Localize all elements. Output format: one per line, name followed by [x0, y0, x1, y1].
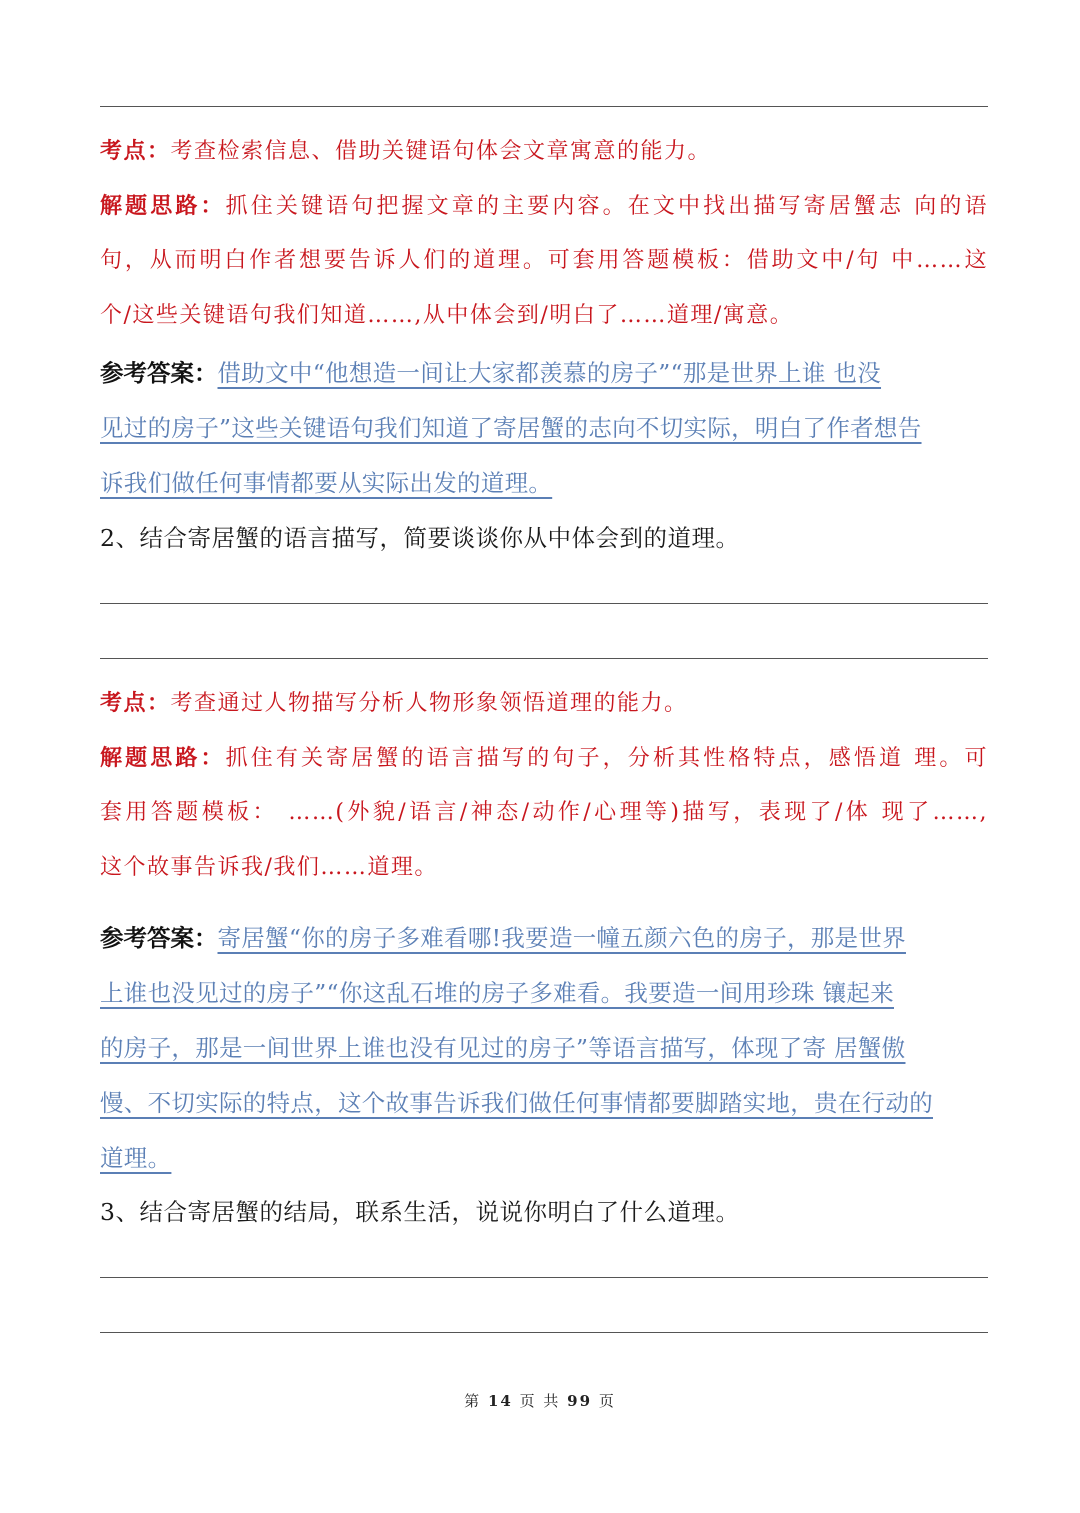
- kaodian-label: 考点：: [100, 690, 171, 716]
- page-number-suffix: 页: [598, 1392, 616, 1410]
- silu-label: 解题思路：: [100, 193, 226, 219]
- answer-text: 慢、不切实际的特点，这个故事告诉我们做任何事情都要脚踏实地，贵在行动的: [100, 1089, 933, 1117]
- kaodian-text: 考查通过人物描写分析人物形象领悟道理的能力。: [170, 691, 688, 716]
- answer-line-3: [100, 466, 988, 500]
- kaodian-line-2: [100, 686, 988, 721]
- answer-label: 参考答案：: [100, 924, 218, 952]
- answer-text: 诉我们做任何事情都要从实际出发的道理。: [100, 469, 553, 497]
- silu-line-1: [100, 189, 988, 224]
- current-page: 14: [487, 1392, 513, 1410]
- answer-line-1: [100, 921, 988, 955]
- answer-line-2: [100, 976, 988, 1010]
- question-3-text: 3、结合寄居蟹的结局，联系生活，说说你明白了什么道理。: [100, 1198, 740, 1226]
- answer-line: [100, 603, 988, 604]
- silu-line-3: [100, 851, 988, 885]
- question-2-text: 2、结合寄居蟹的语言描写，简要谈谈你从中体会到的道理。: [100, 524, 740, 552]
- answer-text: 借助文中“他想造一间让大家都羡慕的房子”“那是世界上谁 也没: [217, 359, 882, 387]
- silu-text: 句，从而明白作者想要告诉人们的道理。可套用答题模板：借助文中/句 中……这: [100, 248, 988, 273]
- kaodian-text: 考查检索信息、借助关键语句体会文章寓意的能力。: [170, 139, 712, 164]
- answer-line: [100, 106, 988, 107]
- page-number: [0, 1390, 1080, 1411]
- silu-line-3: [100, 299, 988, 333]
- answer-text: 道理。: [100, 1144, 172, 1172]
- kaodian-label: 考点：: [100, 138, 171, 164]
- total-pages: 99: [567, 1392, 593, 1410]
- kaodian-line-1: [100, 134, 988, 169]
- answer-line-5: [100, 1141, 988, 1175]
- answer-line: [100, 1332, 988, 1333]
- answer-line: [100, 658, 988, 659]
- answer-text: 的房子，那是一间世界上谁也没有见过的房子”等语言描写，体现了寄 居蟹傲: [100, 1034, 906, 1062]
- silu-text: 抓住有关寄居蟹的语言描写的句子，分析其性格特点，感悟道 理。可: [225, 746, 988, 771]
- question-2: [100, 521, 988, 555]
- answer-text: 见过的房子”这些关键语句我们知道了寄居蟹的志向不切实际，明白了作者想告: [100, 414, 922, 442]
- silu-text: 这个故事告诉我/我们……道理。: [100, 855, 438, 880]
- answer-line-3: [100, 1031, 988, 1065]
- page-number-prefix: 第: [464, 1392, 482, 1410]
- silu-label: 解题思路：: [100, 745, 226, 771]
- silu-line-2: [100, 796, 988, 830]
- silu-line-2: [100, 244, 988, 278]
- silu-text: 套用答题模板： ……(外貌/语言/神态/动作/心理等)描写，表现了/体 现了……,: [100, 800, 988, 825]
- answer-line: [100, 1277, 988, 1278]
- silu-text: 个/这些关键语句我们知道……,从中体会到/明白了……道理/寓意。: [100, 303, 794, 328]
- answer-text: 上谁也没见过的房子”“你这乱石堆的房子多难看。我要造一间用珍珠 镶起来: [100, 979, 894, 1007]
- question-3: [100, 1195, 988, 1229]
- silu-text: 抓住关键语句把握文章的主要内容。在文中找出描写寄居蟹志 向的语: [225, 194, 988, 219]
- answer-line-2: [100, 411, 988, 445]
- answer-line-4: [100, 1086, 988, 1120]
- silu-line-1: [100, 741, 988, 776]
- answer-text: 寄居蟹“你的房子多难看哪!我要造一幢五颜六色的房子，那是世界: [217, 924, 906, 952]
- answer-label: 参考答案：: [100, 359, 218, 387]
- page-number-middle: 页 共: [519, 1392, 561, 1410]
- answer-line-1: [100, 356, 988, 390]
